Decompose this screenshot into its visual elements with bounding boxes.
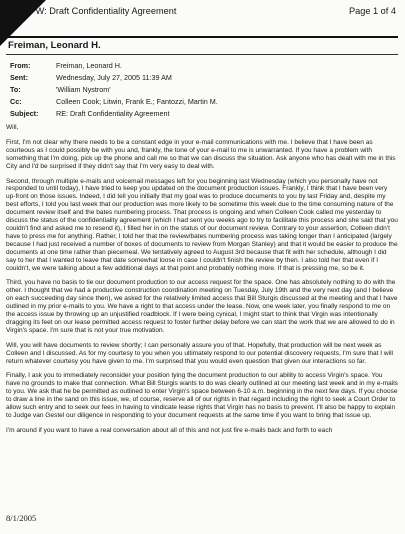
sent-row [10, 72, 390, 84]
paragraph-5: Finally, I ask you to immediately reconsider your position tying the document production to our ability to access Virgin's space. You have no grounds to make that connection. What Bill Sturgis wants to do was clearly outlined at our meeting last week and in my e-mails to you. We ask that he be permitted as outlined to enter Virgin's space between 6-10 a.m. beginning in the next few days. If you choose to draw a line in the sand on this issue, we, of course, reserve all of our rights in that regard including the right to seek a Court Order to allow such entry and to seek our fees in having to vindicate lease rights that Virgin has no basis to prevent. I'll also be happy to explain to Judge van Gestel our diligence in responding to your document requests at the same time if you want to bring that issue up. [6, 372, 398, 419]
from-row [10, 60, 390, 72]
to-label: To: [10, 85, 21, 94]
to-row [10, 84, 390, 96]
salutation: Will, [6, 124, 19, 131]
print-title: FW: Draft Confidentiality Agreement [30, 6, 177, 16]
subject-row [10, 108, 390, 120]
paragraph-3: Third, you have no basis to tie our document production to our access request for the space. One has absolutely nothing to do with the other. I thought that we had a productive construction coordination meeting on Tuesday, July 19th and the very next day (and I believe on each succeeding day since then), we asked for the relatively limited access that Bill Sturgis discussed at the meeting and that I have outlined in my prior e-mails to you. We have a right to that access under the lease. Now, one week later, you finally respond to me on the access issue by throwing up an unjustified roadblock. If I were being cynical, I might start to think that Virgin was intentionally dragging its feet on our lease permitted access request to foster further delay before we can start the work that we are allowed to do in Virgin's space. I'm sure that is not your true motivation. [6, 279, 398, 334]
email-header-fields [10, 60, 390, 120]
email-body [6, 124, 398, 442]
from-label: From: [10, 61, 31, 70]
sent-label: Sent: [10, 73, 28, 82]
sender-name: Freiman, Leonard H. [8, 40, 101, 51]
paragraph-2: Second, through multiple e-mails and voicemail messages left for you beginning last Wednesday (which you personally have not responded to until today), I have tried to keep you updated on the document production issues. Frankly, I think that I have been very up-front on those issues. Indeed, I did tell you initially that my goal was to produce documents to you by last Friday and, despite my best efforts, I told you last week that our production was more likely to be sometime this week due to the time consuming nature of the document review itself and the bates numbering process. That process is ongoing and when Colleen Cook called me yesterday to discuss the status of the confidentiality agreement (which I had sent you weeks ago to try to facilitate this process and she said that you couldn't find and asked me to resend it), I filled her in on the status of our document review. Contrary to your assertion, Colleen didn't have to press me for anything. Rather, I told her that the review/bates numbering process was taking longer than I anticipated (largely because I had just received a number of boxes of documents to review from Morgan Stanley) and that it would be easier to produce the documents at one time rather than piecemeal. We tentatively agreed to August 3rd because that fit with her schedule, although I did say to her that I wanted to leave that date somewhat loose in case I couldn't finish the review by then. I also told her that even if I couldn't, we were talking about a few additional days at that point and probably nothing more. If that is pressing me, so be it. [6, 177, 398, 272]
subject-label: Subject: [10, 109, 39, 118]
cc-row [10, 96, 390, 108]
print-header [30, 6, 400, 20]
paragraph-4: Will, you will have documents to review shortly; I can personally assure you of that. Hopefully, that production will be next week as Colleen and I discussed. As for my courtesy to you when you ultimately respond to our potential discovery requests, I'm sure that I will return whatever courtesy you have given to me. I'm surprised that you would even question that given our interactions so far. [6, 341, 393, 365]
page-number: Page 1 of 4 [349, 6, 396, 16]
paragraph-1: First, I'm not clear why there needs to be a constant edge in your e-mail communications with me. I believe that I have been as courteous as I could possibly be with you and, frankly, the tone of your e-mail to me is unwarranted. If you have a problem with something that I'm doing, pick up the phone and call me so that we can discuss the situation. Ask anyone who has dealt with me in this City and I'd be surprised if they didn't say that I'm very easy to deal with. [6, 138, 396, 170]
cc-label: Cc: [10, 97, 22, 106]
sender-rule [6, 54, 398, 55]
from-value: Freiman, Leonard H. [56, 61, 122, 70]
print-date: 8/1/2005 [6, 513, 37, 523]
header-rule [6, 36, 398, 38]
to-value: 'William Nystrom' [56, 85, 111, 94]
cc-value: Colleen Cook; Litwin, Frank E.; Fantozzi, Martin M. [56, 97, 218, 106]
subject-value: RE: Draft Confidentiality Agreement [56, 109, 170, 118]
sent-value: Wednesday, July 27, 2005 11:39 AM [56, 73, 172, 82]
paragraph-6: I'm around if you want to have a real conversation about all of this and not just fire e-mails back and forth to each [6, 426, 333, 434]
